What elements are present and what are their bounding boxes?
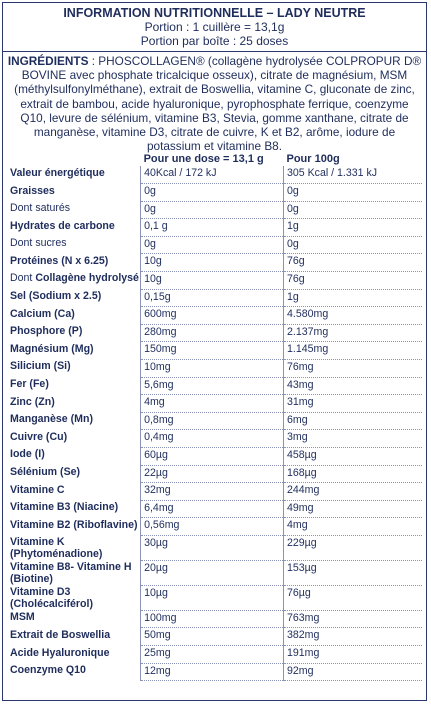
nutrient-name: Silicium (Si) bbox=[10, 360, 71, 373]
per100-value: 763mg bbox=[283, 610, 422, 628]
portion-text: Portion : 1 cuillère = 13,1g bbox=[144, 20, 285, 34]
table-row bbox=[8, 430, 422, 448]
table-row bbox=[8, 395, 422, 413]
nutrient-label bbox=[8, 430, 141, 448]
table-row bbox=[8, 585, 422, 610]
nutrient-name: Dont saturés bbox=[10, 202, 71, 215]
nutrient-label bbox=[8, 500, 141, 518]
nutrient-name: Sel (Sodium x 2.5) bbox=[10, 290, 102, 303]
table-row bbox=[8, 342, 422, 360]
dose-value: 25mg bbox=[141, 646, 284, 664]
per100-value: 0g bbox=[283, 236, 422, 254]
per100-value: 168µg bbox=[283, 465, 422, 483]
dose-value: 100mg bbox=[141, 610, 284, 628]
nutrient-label bbox=[8, 465, 141, 483]
nutrient-name: Vitamine K (Phytoménadione) bbox=[10, 536, 103, 561]
nutrient-label bbox=[8, 307, 141, 325]
nutrient-label bbox=[8, 447, 141, 465]
dose-value: 0g bbox=[141, 184, 284, 202]
per100-value: 1.145mg bbox=[283, 342, 422, 360]
nutrition-panel bbox=[2, 2, 427, 701]
dose-value: 0,4mg bbox=[141, 430, 284, 448]
dose-value: 32mg bbox=[141, 483, 284, 501]
table-row bbox=[8, 377, 422, 395]
dose-value: 0g bbox=[141, 201, 284, 219]
per100-value: 49mg bbox=[283, 500, 422, 518]
nutrient-label bbox=[8, 377, 141, 395]
nutrient-label bbox=[8, 610, 141, 628]
nutrient-label bbox=[8, 359, 141, 377]
table-row bbox=[8, 166, 422, 183]
per100-value: 6mg bbox=[283, 412, 422, 430]
nutrient-label bbox=[8, 628, 141, 646]
dose-value: 0,1 g bbox=[141, 219, 284, 237]
nutrient-name: Vitamine B3 (Niacine) bbox=[10, 501, 119, 514]
nutrition-table bbox=[8, 153, 422, 681]
table-row bbox=[8, 518, 422, 536]
nutrient-name: Phosphore (P) bbox=[10, 325, 83, 338]
dose-value: 22µg bbox=[141, 465, 284, 483]
dose-value: 40Kcal / 172 kJ bbox=[141, 166, 284, 183]
table-row bbox=[8, 359, 422, 377]
nutrient-name: Cuivre (Cu) bbox=[10, 430, 68, 443]
nutrient-label bbox=[8, 236, 141, 254]
dose-value: 10mg bbox=[141, 359, 284, 377]
dose-value: 10g bbox=[141, 271, 284, 289]
per100-column-header: Pour 100g bbox=[286, 153, 340, 166]
dose-value: 50mg bbox=[141, 628, 284, 646]
dose-value: 30µg bbox=[141, 535, 284, 560]
table-row bbox=[8, 236, 422, 254]
nutrient-name: Extrait de Boswellia bbox=[10, 628, 111, 641]
nutrient-name: Manganèse (Mn) bbox=[10, 413, 93, 426]
nutrient-name: Magnésium (Mg) bbox=[10, 342, 94, 355]
label-column-header bbox=[8, 153, 141, 166]
table-row bbox=[8, 254, 422, 272]
per100-value: 31mg bbox=[283, 395, 422, 413]
nutrient-label bbox=[8, 395, 141, 413]
per100-value: 244mg bbox=[283, 483, 422, 501]
table-row bbox=[8, 663, 422, 681]
dose-value: 0,15g bbox=[141, 289, 284, 307]
table-row bbox=[8, 447, 422, 465]
nutrient-name: Zinc (Zn) bbox=[10, 395, 55, 408]
table-row bbox=[8, 535, 422, 560]
table-row bbox=[8, 610, 422, 628]
per100-value: 43mg bbox=[283, 377, 422, 395]
nutrient-label bbox=[8, 646, 141, 664]
dose-value: 20µg bbox=[141, 560, 284, 585]
per100-value: 4mg bbox=[283, 518, 422, 536]
dose-value: 280mg bbox=[141, 324, 284, 342]
dose-value: 0g bbox=[141, 236, 284, 254]
dose-value: 150mg bbox=[141, 342, 284, 360]
dose-value: 10µg bbox=[141, 585, 284, 610]
nutrient-name: Vitamine B2 (Riboflavine) bbox=[10, 518, 138, 531]
ingredients-block bbox=[3, 52, 426, 153]
table-row bbox=[8, 646, 422, 664]
nutrient-name: Dont sucres bbox=[10, 237, 67, 250]
table-row bbox=[8, 289, 422, 307]
panel-header bbox=[3, 3, 426, 52]
nutrient-name: Calcium (Ca) bbox=[10, 307, 75, 320]
dose-value: 600mg bbox=[141, 307, 284, 325]
table-row bbox=[8, 560, 422, 585]
table-row bbox=[8, 500, 422, 518]
nutrient-label bbox=[8, 535, 141, 560]
per100-value: 1g bbox=[283, 219, 422, 237]
table-row bbox=[8, 628, 422, 646]
per100-value: 76µg bbox=[283, 585, 422, 610]
per100-value: 382mg bbox=[283, 628, 422, 646]
dose-value: 5,6mg bbox=[141, 377, 284, 395]
per-box-text: Portion par boîte : 25 doses bbox=[140, 33, 289, 48]
nutrient-label bbox=[8, 560, 141, 585]
dose-value: 10g bbox=[141, 254, 284, 272]
table-row bbox=[8, 465, 422, 483]
per100-value: 153µg bbox=[283, 560, 422, 585]
nutrient-name: Sélénium (Se) bbox=[10, 466, 81, 479]
table-row bbox=[8, 184, 422, 202]
nutrient-name: MSM bbox=[10, 611, 35, 624]
nutrient-label bbox=[8, 663, 141, 681]
per100-value: 2.137mg bbox=[283, 324, 422, 342]
per100-value: 3mg bbox=[283, 430, 422, 448]
nutrient-label bbox=[8, 585, 141, 610]
nutrient-label bbox=[8, 412, 141, 430]
nutrient-label bbox=[8, 184, 141, 202]
per100-value: 92mg bbox=[283, 663, 422, 681]
nutrient-name: Vitamine D3 (Cholécalciférol) bbox=[10, 586, 94, 611]
per100-value: 0g bbox=[283, 201, 422, 219]
nutrient-label bbox=[8, 166, 141, 183]
nutrient-name: Acide Hyaluronique bbox=[10, 646, 110, 659]
dose-value: 60µg bbox=[141, 447, 284, 465]
nutrient-name: Collagène hydrolysé bbox=[35, 272, 139, 285]
nutrient-name: Coenzyme Q10 bbox=[10, 664, 86, 677]
nutrient-label bbox=[8, 254, 141, 272]
nutrition-table-body bbox=[8, 166, 422, 680]
nutrient-label bbox=[8, 518, 141, 536]
ingredients-label: INGRÉDIENTS bbox=[7, 54, 89, 68]
per100-value: 76mg bbox=[283, 359, 422, 377]
table-row bbox=[8, 483, 422, 501]
nutrient-label bbox=[8, 201, 141, 219]
per100-value: 76g bbox=[283, 254, 422, 272]
per100-value: 458µg bbox=[283, 447, 422, 465]
dose-value: 6,4mg bbox=[141, 500, 284, 518]
nutrient-label-prefix: Dont bbox=[10, 272, 36, 285]
per100-value: 0g bbox=[283, 184, 422, 202]
nutrient-name: Fer (Fe) bbox=[10, 378, 49, 391]
per100-value: 4.580mg bbox=[283, 307, 422, 325]
nutrient-label bbox=[8, 289, 141, 307]
dose-value: 0,8mg bbox=[141, 412, 284, 430]
table-row bbox=[8, 324, 422, 342]
ingredients-text: : PHOSCOLLAGEN® (collagène hydrolysée COLPROPUR D® BOVINE avec phosphate tricalcique osseux), citrate de magnésium, MSM (méthylsulfonylméthane), extrait de Boswellia, vitamine C, gluconate de zinc, extrait de bambou, acide hyaluronique, pyrophosphate ferrique, coenzyme Q10, levure de sélénium, vitamine B3, Stevia, gomme xanthane, citrate de manganèse, vitamine D3, citrate de cuivre, K et B2, arôme, iodure de potassium et vitamine B8. bbox=[14, 54, 422, 154]
nutrient-name: Vitamine C bbox=[10, 483, 65, 496]
nutrient-label bbox=[8, 219, 141, 237]
nutrient-name: Protéines (N x 6.25) bbox=[10, 254, 109, 267]
table-row bbox=[8, 201, 422, 219]
dose-column-header: Pour une dose = 13,1 g bbox=[143, 153, 264, 166]
nutrient-label bbox=[8, 342, 141, 360]
nutrient-label bbox=[8, 271, 141, 289]
per100-value: 191mg bbox=[283, 646, 422, 664]
nutrient-name: Hydrates de carbone bbox=[10, 219, 115, 232]
panel-title: INFORMATION NUTRITIONNELLE – LADY NEUTRE bbox=[63, 6, 366, 20]
nutrient-name: Iode (I) bbox=[10, 448, 45, 461]
nutrient-label bbox=[8, 324, 141, 342]
table-row bbox=[8, 412, 422, 430]
nutrient-name: Vitamine B8- Vitamine H (Biotine) bbox=[10, 561, 132, 586]
per100-value: 229µg bbox=[283, 535, 422, 560]
per100-value: 1g bbox=[283, 289, 422, 307]
dose-value: 4mg bbox=[141, 395, 284, 413]
nutrient-name: Graisses bbox=[10, 184, 55, 197]
table-row bbox=[8, 219, 422, 237]
table-row bbox=[8, 271, 422, 289]
nutrient-name: Valeur énergétique bbox=[10, 167, 105, 180]
table-row bbox=[8, 307, 422, 325]
per100-value: 76g bbox=[283, 271, 422, 289]
dose-value: 12mg bbox=[141, 663, 284, 681]
dose-value: 0,56mg bbox=[141, 518, 284, 536]
per100-value: 305 Kcal / 1.331 kJ bbox=[283, 166, 422, 183]
nutrient-label bbox=[8, 483, 141, 501]
